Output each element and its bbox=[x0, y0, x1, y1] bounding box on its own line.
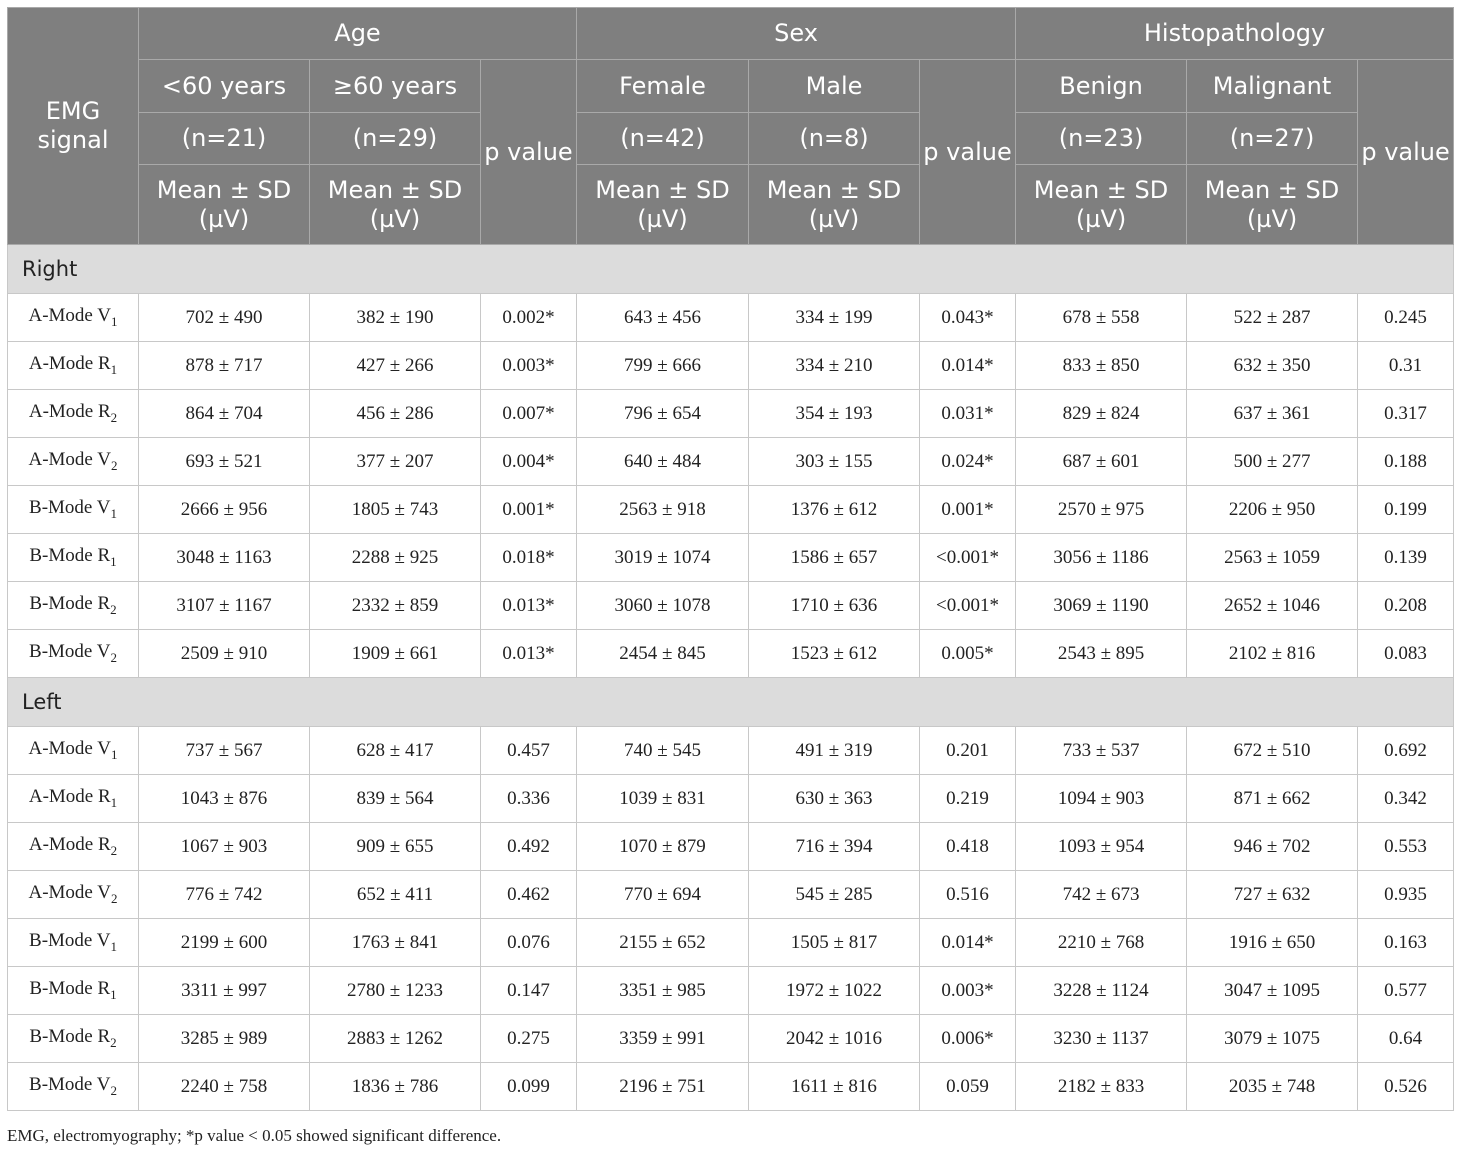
age-group-header: Age bbox=[139, 8, 577, 60]
signal-label bbox=[8, 438, 139, 486]
mean-sd-cell: 2509 ± 910 bbox=[139, 630, 310, 678]
signal-mode: B-Mode V bbox=[29, 1074, 111, 1096]
p-value-cell: 0.003* bbox=[481, 342, 577, 390]
signal-subscript: 1 bbox=[110, 938, 117, 954]
mean-sd-cell: 909 ± 655 bbox=[310, 823, 481, 871]
p-value-cell: 0.935 bbox=[1358, 871, 1454, 919]
p-value-cell: 0.31 bbox=[1358, 342, 1454, 390]
mean-sd-cell: 1093 ± 954 bbox=[1016, 823, 1187, 871]
mean-sd-cell: 2042 ± 1016 bbox=[749, 1015, 920, 1063]
p-value-cell: 0.013* bbox=[481, 630, 577, 678]
mean-sd-cell: 1094 ± 903 bbox=[1016, 775, 1187, 823]
p-value-cell: 0.005* bbox=[920, 630, 1016, 678]
p-value-cell: 0.018* bbox=[481, 534, 577, 582]
mean-sd-header: Mean ± SD (µV) bbox=[310, 165, 481, 245]
mean-sd-cell: 2652 ± 1046 bbox=[1187, 582, 1358, 630]
signal-subscript: 1 bbox=[110, 986, 117, 1002]
mean-sd-cell: 1505 ± 817 bbox=[749, 919, 920, 967]
mean-sd-cell: 640 ± 484 bbox=[577, 438, 749, 486]
mean-sd-cell: 833 ± 850 bbox=[1016, 342, 1187, 390]
mean-sd-cell: 1376 ± 612 bbox=[749, 486, 920, 534]
p-value-cell: 0.245 bbox=[1358, 294, 1454, 342]
signal-subscript: 1 bbox=[111, 746, 118, 762]
mean-sd-cell: 1070 ± 879 bbox=[577, 823, 749, 871]
signal-subscript: 2 bbox=[111, 457, 118, 473]
mean-sd-cell: 3359 ± 991 bbox=[577, 1015, 749, 1063]
age-p-value-header: p value bbox=[481, 60, 577, 245]
mean-sd-cell: 522 ± 287 bbox=[1187, 294, 1358, 342]
mean-sd-cell: 2199 ± 600 bbox=[139, 919, 310, 967]
p-value-cell: 0.577 bbox=[1358, 967, 1454, 1015]
mean-sd-header: Mean ± SD (µV) bbox=[1016, 165, 1187, 245]
histopathology-p-value-header: p value bbox=[1358, 60, 1454, 245]
mean-sd-cell: 776 ± 742 bbox=[139, 871, 310, 919]
table-row bbox=[8, 919, 1454, 967]
mean-sd-cell: 3230 ± 1137 bbox=[1016, 1015, 1187, 1063]
signal-subscript: 2 bbox=[110, 842, 118, 858]
mean-sd-cell: 1586 ± 657 bbox=[749, 534, 920, 582]
section-title: Left bbox=[8, 678, 1454, 727]
mean-sd-cell: 3019 ± 1074 bbox=[577, 534, 749, 582]
mean-sd-cell: 1763 ± 841 bbox=[310, 919, 481, 967]
mean-sd-cell: 2196 ± 751 bbox=[577, 1063, 749, 1111]
mean-sd-cell: 727 ± 632 bbox=[1187, 871, 1358, 919]
signal-mode: B-Mode V bbox=[29, 930, 111, 952]
subgroup-lt60-header: <60 years bbox=[139, 60, 310, 113]
p-value-cell: 0.024* bbox=[920, 438, 1016, 486]
table-header bbox=[8, 8, 1454, 245]
mean-sd-cell: 1909 ± 661 bbox=[310, 630, 481, 678]
mean-sd-cell: 545 ± 285 bbox=[749, 871, 920, 919]
signal-mode: A-Mode V bbox=[28, 449, 111, 471]
p-value-cell: 0.003* bbox=[920, 967, 1016, 1015]
table-row bbox=[8, 1015, 1454, 1063]
p-value-cell: 0.526 bbox=[1358, 1063, 1454, 1111]
mean-sd-cell: 630 ± 363 bbox=[749, 775, 920, 823]
mean-sd-cell: 1067 ± 903 bbox=[139, 823, 310, 871]
mean-sd-cell: 3079 ± 1075 bbox=[1187, 1015, 1358, 1063]
mean-sd-cell: 946 ± 702 bbox=[1187, 823, 1358, 871]
mean-sd-cell: 770 ± 694 bbox=[577, 871, 749, 919]
mean-sd-cell: 2543 ± 895 bbox=[1016, 630, 1187, 678]
mean-sd-cell: 382 ± 190 bbox=[310, 294, 481, 342]
mean-sd-cell: 2182 ± 833 bbox=[1016, 1063, 1187, 1111]
table-row bbox=[8, 775, 1454, 823]
mean-sd-cell: 377 ± 207 bbox=[310, 438, 481, 486]
table-row bbox=[8, 871, 1454, 919]
mean-sd-cell: 1710 ± 636 bbox=[749, 582, 920, 630]
mean-sd-cell: 2155 ± 652 bbox=[577, 919, 749, 967]
p-value-cell: 0.013* bbox=[481, 582, 577, 630]
section-title: Right bbox=[8, 245, 1454, 294]
signal-label bbox=[8, 919, 139, 967]
mean-sd-cell: 740 ± 545 bbox=[577, 727, 749, 775]
sex-p-value-header: p value bbox=[920, 60, 1016, 245]
mean-sd-cell: 3107 ± 1167 bbox=[139, 582, 310, 630]
mean-sd-cell: 702 ± 490 bbox=[139, 294, 310, 342]
mean-sd-cell: 839 ± 564 bbox=[310, 775, 481, 823]
mean-sd-cell: 733 ± 537 bbox=[1016, 727, 1187, 775]
p-value-cell: 0.099 bbox=[481, 1063, 577, 1111]
signal-mode: B-Mode R bbox=[29, 545, 111, 567]
table-row bbox=[8, 294, 1454, 342]
signal-mode: A-Mode V bbox=[28, 305, 111, 327]
mean-sd-cell: 2570 ± 975 bbox=[1016, 486, 1187, 534]
p-value-cell: 0.006* bbox=[920, 1015, 1016, 1063]
signal-mode: A-Mode R bbox=[28, 834, 111, 856]
mean-sd-cell: 2780 ± 1233 bbox=[310, 967, 481, 1015]
histopathology-group-header: Histopathology bbox=[1016, 8, 1454, 60]
count-lt60: (n=21) bbox=[139, 113, 310, 165]
mean-sd-cell: 3228 ± 1124 bbox=[1016, 967, 1187, 1015]
signal-mode: A-Mode V bbox=[28, 882, 111, 904]
mean-sd-cell: 1916 ± 650 bbox=[1187, 919, 1358, 967]
mean-sd-cell: 2666 ± 956 bbox=[139, 486, 310, 534]
p-value-cell: <0.001* bbox=[920, 534, 1016, 582]
mean-sd-cell: 3047 ± 1095 bbox=[1187, 967, 1358, 1015]
mean-sd-header: Mean ± SD (µV) bbox=[1187, 165, 1358, 245]
mean-sd-cell: 799 ± 666 bbox=[577, 342, 749, 390]
signal-mode: B-Mode R bbox=[29, 593, 111, 615]
signal-mode: A-Mode R bbox=[28, 353, 111, 375]
p-value-cell: 0.492 bbox=[481, 823, 577, 871]
signal-label bbox=[8, 967, 139, 1015]
mean-sd-cell: 796 ± 654 bbox=[577, 390, 749, 438]
p-value-cell: 0.275 bbox=[481, 1015, 577, 1063]
mean-sd-cell: 334 ± 210 bbox=[749, 342, 920, 390]
p-value-cell: 0.64 bbox=[1358, 1015, 1454, 1063]
mean-sd-cell: 871 ± 662 bbox=[1187, 775, 1358, 823]
signal-subscript: 1 bbox=[110, 505, 117, 521]
p-value-cell: 0.342 bbox=[1358, 775, 1454, 823]
signal-mode: B-Mode V bbox=[29, 497, 111, 519]
mean-sd-cell: 1039 ± 831 bbox=[577, 775, 749, 823]
p-value-cell: 0.199 bbox=[1358, 486, 1454, 534]
p-value-cell: 0.163 bbox=[1358, 919, 1454, 967]
signal-label bbox=[8, 534, 139, 582]
mean-sd-cell: 678 ± 558 bbox=[1016, 294, 1187, 342]
mean-sd-cell: 1805 ± 743 bbox=[310, 486, 481, 534]
signal-subscript: 1 bbox=[111, 313, 118, 329]
p-value-cell: 0.002* bbox=[481, 294, 577, 342]
signal-label bbox=[8, 727, 139, 775]
p-value-cell: 0.692 bbox=[1358, 727, 1454, 775]
p-value-cell: 0.208 bbox=[1358, 582, 1454, 630]
p-value-cell: 0.516 bbox=[920, 871, 1016, 919]
mean-sd-cell: 3060 ± 1078 bbox=[577, 582, 749, 630]
signal-mode: A-Mode R bbox=[28, 401, 111, 423]
section-row-left bbox=[8, 678, 1454, 727]
mean-sd-cell: 2210 ± 768 bbox=[1016, 919, 1187, 967]
mean-sd-cell: 2332 ± 859 bbox=[310, 582, 481, 630]
signal-label bbox=[8, 1063, 139, 1111]
mean-sd-cell: 1523 ± 612 bbox=[749, 630, 920, 678]
signal-label bbox=[8, 630, 139, 678]
mean-sd-cell: 878 ± 717 bbox=[139, 342, 310, 390]
mean-sd-cell: 2563 ± 918 bbox=[577, 486, 749, 534]
p-value-cell: 0.418 bbox=[920, 823, 1016, 871]
mean-sd-cell: 354 ± 193 bbox=[749, 390, 920, 438]
mean-sd-cell: 2240 ± 758 bbox=[139, 1063, 310, 1111]
mean-sd-cell: 3351 ± 985 bbox=[577, 967, 749, 1015]
p-value-cell: 0.059 bbox=[920, 1063, 1016, 1111]
p-value-cell: 0.076 bbox=[481, 919, 577, 967]
p-value-cell: 0.083 bbox=[1358, 630, 1454, 678]
signal-label bbox=[8, 582, 139, 630]
signal-label bbox=[8, 1015, 139, 1063]
table-row bbox=[8, 967, 1454, 1015]
mean-sd-header: Mean ± SD (µV) bbox=[577, 165, 749, 245]
subgroup-ge60-header: ≥60 years bbox=[310, 60, 481, 113]
mean-sd-cell: 643 ± 456 bbox=[577, 294, 749, 342]
table-body bbox=[8, 245, 1454, 1111]
signal-mode: B-Mode R bbox=[29, 1026, 111, 1048]
subgroup-female-header: Female bbox=[577, 60, 749, 113]
table-footnote: EMG, electromyography; *p value < 0.05 showed significant difference. bbox=[7, 1126, 502, 1145]
p-value-cell: 0.004* bbox=[481, 438, 577, 486]
section-row-right bbox=[8, 245, 1454, 294]
count-female: (n=42) bbox=[577, 113, 749, 165]
p-value-cell: <0.001* bbox=[920, 582, 1016, 630]
signal-mode: B-Mode V bbox=[29, 641, 111, 663]
mean-sd-cell: 303 ± 155 bbox=[749, 438, 920, 486]
mean-sd-cell: 737 ± 567 bbox=[139, 727, 310, 775]
p-value-cell: 0.001* bbox=[920, 486, 1016, 534]
mean-sd-cell: 3069 ± 1190 bbox=[1016, 582, 1187, 630]
signal-subscript: 2 bbox=[110, 649, 117, 665]
mean-sd-cell: 1972 ± 1022 bbox=[749, 967, 920, 1015]
mean-sd-cell: 864 ± 704 bbox=[139, 390, 310, 438]
mean-sd-cell: 1043 ± 876 bbox=[139, 775, 310, 823]
mean-sd-cell: 2288 ± 925 bbox=[310, 534, 481, 582]
signal-label bbox=[8, 775, 139, 823]
mean-sd-cell: 2035 ± 748 bbox=[1187, 1063, 1358, 1111]
table-row bbox=[8, 727, 1454, 775]
table-row bbox=[8, 823, 1454, 871]
table-row bbox=[8, 390, 1454, 438]
p-value-cell: 0.188 bbox=[1358, 438, 1454, 486]
count-benign: (n=23) bbox=[1016, 113, 1187, 165]
mean-sd-cell: 2102 ± 816 bbox=[1187, 630, 1358, 678]
mean-sd-cell: 427 ± 266 bbox=[310, 342, 481, 390]
p-value-cell: 0.031* bbox=[920, 390, 1016, 438]
p-value-cell: 0.219 bbox=[920, 775, 1016, 823]
sex-group-header: Sex bbox=[577, 8, 1016, 60]
p-value-cell: 0.014* bbox=[920, 342, 1016, 390]
signal-label bbox=[8, 871, 139, 919]
mean-sd-cell: 672 ± 510 bbox=[1187, 727, 1358, 775]
mean-sd-cell: 2563 ± 1059 bbox=[1187, 534, 1358, 582]
table-row bbox=[8, 1063, 1454, 1111]
signal-subscript: 2 bbox=[111, 890, 118, 906]
p-value-cell: 0.147 bbox=[481, 967, 577, 1015]
p-value-cell: 0.014* bbox=[920, 919, 1016, 967]
count-male: (n=8) bbox=[749, 113, 920, 165]
signal-mode: B-Mode R bbox=[29, 978, 111, 1000]
subgroup-malignant-header: Malignant bbox=[1187, 60, 1358, 113]
signal-subscript: 1 bbox=[110, 553, 117, 569]
mean-sd-cell: 716 ± 394 bbox=[749, 823, 920, 871]
mean-sd-cell: 334 ± 199 bbox=[749, 294, 920, 342]
count-ge60: (n=29) bbox=[310, 113, 481, 165]
signal-label bbox=[8, 823, 139, 871]
p-value-cell: 0.201 bbox=[920, 727, 1016, 775]
signal-mode: A-Mode R bbox=[28, 786, 111, 808]
signal-subscript: 1 bbox=[110, 361, 118, 377]
emg-signal-header: EMG signal bbox=[8, 8, 139, 245]
mean-sd-cell: 829 ± 824 bbox=[1016, 390, 1187, 438]
mean-sd-cell: 3056 ± 1186 bbox=[1016, 534, 1187, 582]
mean-sd-cell: 1836 ± 786 bbox=[310, 1063, 481, 1111]
mean-sd-cell: 632 ± 350 bbox=[1187, 342, 1358, 390]
mean-sd-cell: 1611 ± 816 bbox=[749, 1063, 920, 1111]
table-row bbox=[8, 486, 1454, 534]
mean-sd-header: Mean ± SD (µV) bbox=[749, 165, 920, 245]
results-table-container bbox=[7, 7, 1453, 1111]
signal-subscript: 2 bbox=[110, 601, 117, 617]
signal-mode: A-Mode V bbox=[28, 738, 111, 760]
table-row bbox=[8, 342, 1454, 390]
mean-sd-cell: 693 ± 521 bbox=[139, 438, 310, 486]
p-value-cell: 0.001* bbox=[481, 486, 577, 534]
subgroup-male-header: Male bbox=[749, 60, 920, 113]
table-row bbox=[8, 438, 1454, 486]
p-value-cell: 0.553 bbox=[1358, 823, 1454, 871]
mean-sd-cell: 687 ± 601 bbox=[1016, 438, 1187, 486]
p-value-cell: 0.043* bbox=[920, 294, 1016, 342]
subgroup-benign-header: Benign bbox=[1016, 60, 1187, 113]
mean-sd-cell: 2206 ± 950 bbox=[1187, 486, 1358, 534]
emg-results-table bbox=[7, 7, 1454, 1111]
signal-label bbox=[8, 390, 139, 438]
signal-subscript: 2 bbox=[110, 1082, 117, 1098]
mean-sd-cell: 652 ± 411 bbox=[310, 871, 481, 919]
signal-label bbox=[8, 294, 139, 342]
p-value-cell: 0.317 bbox=[1358, 390, 1454, 438]
mean-sd-cell: 742 ± 673 bbox=[1016, 871, 1187, 919]
mean-sd-cell: 3311 ± 997 bbox=[139, 967, 310, 1015]
mean-sd-cell: 3285 ± 989 bbox=[139, 1015, 310, 1063]
p-value-cell: 0.457 bbox=[481, 727, 577, 775]
mean-sd-cell: 3048 ± 1163 bbox=[139, 534, 310, 582]
mean-sd-cell: 637 ± 361 bbox=[1187, 390, 1358, 438]
p-value-cell: 0.007* bbox=[481, 390, 577, 438]
table-row bbox=[8, 582, 1454, 630]
p-value-cell: 0.462 bbox=[481, 871, 577, 919]
mean-sd-cell: 456 ± 286 bbox=[310, 390, 481, 438]
signal-subscript: 2 bbox=[110, 409, 118, 425]
mean-sd-header: Mean ± SD (µV) bbox=[139, 165, 310, 245]
table-row bbox=[8, 630, 1454, 678]
signal-label bbox=[8, 486, 139, 534]
mean-sd-cell: 500 ± 277 bbox=[1187, 438, 1358, 486]
mean-sd-cell: 2454 ± 845 bbox=[577, 630, 749, 678]
p-value-cell: 0.139 bbox=[1358, 534, 1454, 582]
p-value-cell: 0.336 bbox=[481, 775, 577, 823]
count-malignant: (n=27) bbox=[1187, 113, 1358, 165]
mean-sd-cell: 491 ± 319 bbox=[749, 727, 920, 775]
table-row bbox=[8, 534, 1454, 582]
signal-subscript: 1 bbox=[110, 794, 118, 810]
signal-subscript: 2 bbox=[110, 1034, 117, 1050]
mean-sd-cell: 628 ± 417 bbox=[310, 727, 481, 775]
signal-label bbox=[8, 342, 139, 390]
mean-sd-cell: 2883 ± 1262 bbox=[310, 1015, 481, 1063]
